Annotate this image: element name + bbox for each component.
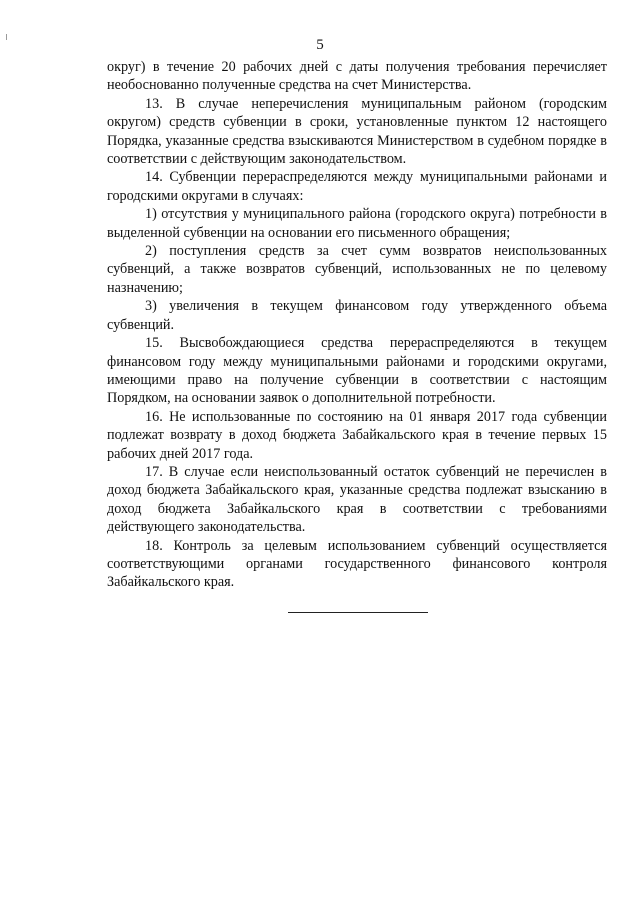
paragraph-16: 16. Не использованные по состоянию на 01 января 2017 года субвенции подлежат возврату в доход бюджета Забайкальского края в течение первых 15 рабочих дней 2017 года. [107, 408, 607, 462]
paragraph-14-item-3: 3) увеличения в текущем финансовом году утвержденного объема субвенций. [107, 298, 607, 333]
document-body [107, 58, 607, 592]
paragraph-continuation: округ) в течение 20 рабочих дней с даты получения требования перечисляет необоснованно полученные средства на счет Министерства. [107, 59, 607, 94]
paragraph-18: 18. Контроль за целевым использованием субвенций осуществляется соответствующими органами государственного финансового контроля Забайкальского края. [107, 537, 607, 591]
paragraph-14: 14. Субвенции перераспределяются между муниципальными районами и городскими округами в случаях: [107, 169, 607, 204]
paragraph-14-item-2: 2) поступления средств за счет сумм возвратов неиспользованных субвенций, а также возвратов субвенций, использованных не по целевому назначению; [107, 243, 607, 296]
paragraph-13: 13. В случае неперечисления муниципальным районом (городским округом) средств субвенции в сроки, установленные пунктом 12 настоящего Порядка, указанные средства взыскиваются Министерством в судебном порядке в соответствии с действующим законодательством. [107, 95, 607, 168]
page-number: 5 [316, 37, 324, 53]
paragraph-15: 15. Высвобождающиеся средства перераспределяются в текущем финансовом году между муниципальными районами и городскими округами, имеющими право на получение субвенции в соответствии с настоящим Порядком, на основании заявок о дополнительной потребности. [107, 335, 607, 407]
paragraph-17: 17. В случае если неиспользованный остаток субвенций не перечислен в доход бюджета Забайкальского края, указанные средства подлежат взысканию в доход бюджета Забайкальского края в соответствии с требованиями действующего законодательства. [107, 463, 607, 536]
paragraph-14-item-1: 1) отсутствия у муниципального района (городского округа) потребности в выделенной субвенции на основании его письменного обращения; [107, 206, 607, 241]
closing-divider-line [288, 612, 428, 613]
